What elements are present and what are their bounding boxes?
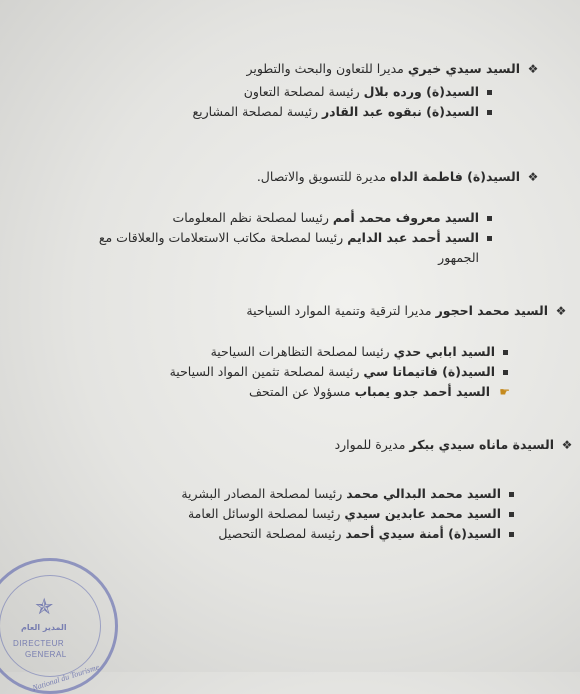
list-item: السيد(ة) فاتيماتا سي رئيسة لمصلحة تثمين المواد السياحية [0,362,508,382]
section-cooperation [0,60,580,122]
section-heading: ❖ السيد محمد احجور مديرا لترقية وتنمية الموارد السياحية [246,303,567,318]
official-stamp [0,558,118,694]
section-heading: ❖ السيد سيدي خيري مديرا للتعاون والبحث والتطوير [246,61,539,76]
square-bullet-icon [503,350,508,355]
list-item: السيد محمد البدالي محمد رئيسا لمصلحة المصادر البشرية [0,484,514,504]
square-bullet-icon [509,532,514,537]
section-heading: ❖ السيد(ة) فاطمة الداه مديرة للتسويق والاتصال. [256,169,539,184]
diamond-bullet-icon: ❖ [555,304,567,318]
list-item: السيد أحمد عبد الدايم رئيسا لمصلحة مكاتب الاستعلامات والعلاقات مع الجمهور [72,228,492,268]
square-bullet-icon [487,110,492,115]
list-item: السيد ابابي حدي رئيسا لمصلحة التظاهرات السياحية [0,342,508,362]
square-bullet-icon [487,90,492,95]
square-bullet-icon [509,492,514,497]
square-bullet-icon [487,236,492,241]
diamond-bullet-icon: ❖ [527,62,539,76]
stamp-arabic-text: المدير العام [21,623,67,632]
pointer-hand-icon: ☛ [499,385,510,399]
list-item: السيد معروف محمد أمم رئيسا لمصلحة نظم المعلومات [72,208,492,228]
list-item-museum: ☛ السيد أحمد جدو يمباب مسؤولا عن المتحف [0,382,510,402]
section-heading: ❖ السيدة ماناه سيدي ببكر مديرة للموارد [334,437,573,452]
section-tourism-resources [0,302,580,402]
list-item: السيد(ة) نبقوه عبد القادر رئيسة لمصلحة المشاريع [0,102,492,122]
stamp-arc-text: National du Tourisme [31,662,101,693]
stamp-text-line2: GENERAL [25,650,67,659]
star-crescent-icon: ✯ [35,595,54,620]
diamond-bullet-icon: ❖ [561,438,573,452]
square-bullet-icon [487,216,492,221]
stamp-text-line1: DIRECTEUR [13,639,65,648]
list-item: السيد محمد عابدين سيدي رئيسا لمصلحة الوسائل العامة [0,504,514,524]
diamond-bullet-icon: ❖ [527,170,539,184]
section-marketing [0,168,580,268]
square-bullet-icon [503,370,508,375]
list-item: السيد(ة) أمنة سيدي أحمد رئيسة لمصلحة التحصيل [0,524,514,544]
square-bullet-icon [509,512,514,517]
section-resources [0,436,580,544]
list-item: السيد(ة) ورده بلال رئيسة لمصلحة التعاون [0,82,492,102]
